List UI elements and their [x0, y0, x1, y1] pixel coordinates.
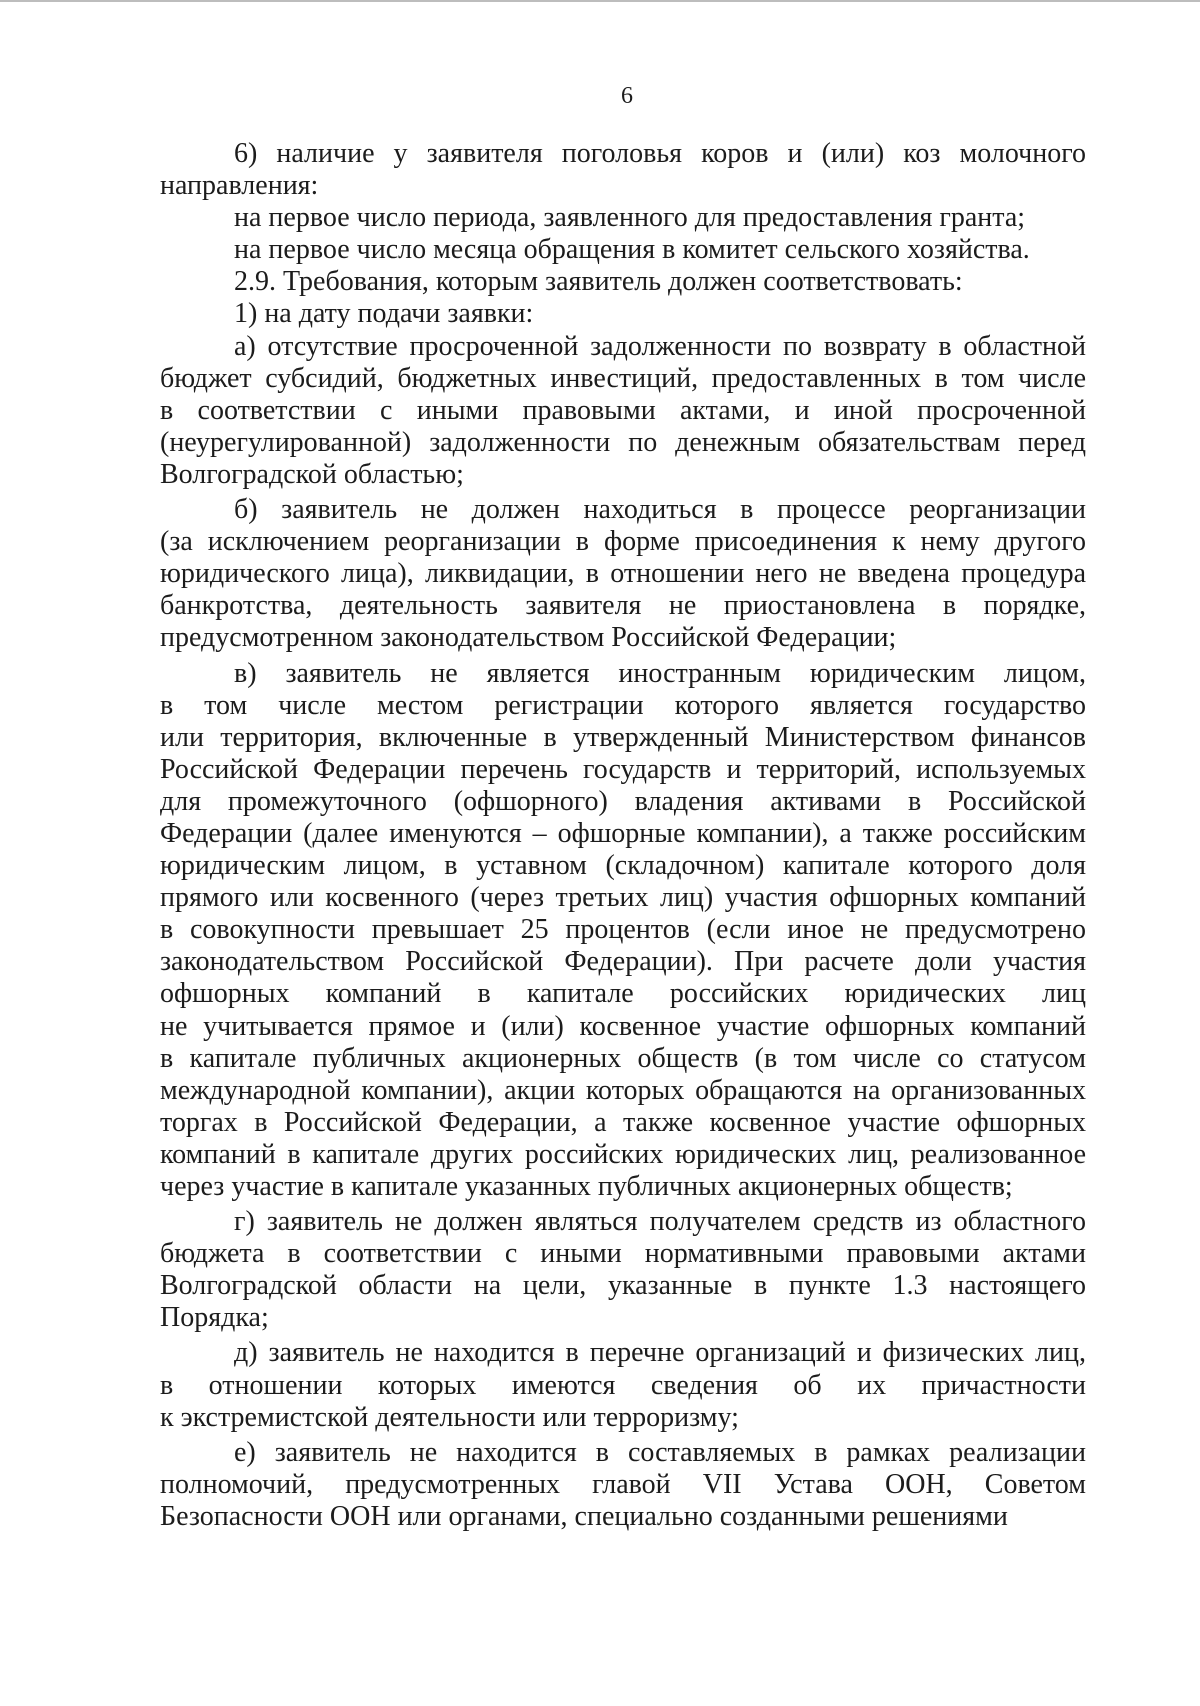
text-line: Российской Федерации перечень государств и территорий, используемых	[160, 753, 1086, 785]
text-line: 2.9. Требования, которым заявитель должен соответствовать:	[234, 266, 963, 298]
text-line: юридическим лицом, в уставном (складочном) капитале которого доля	[160, 850, 1086, 882]
paragraph	[160, 266, 1086, 298]
text-line: в совокупности превышает 25 процентов (если иное не предусмотрено	[160, 914, 1086, 946]
text-line: бюджет субсидий, бюджетных инвестиций, предоставленных в том числе	[160, 362, 1086, 394]
text-line: в соответствии с иными правовыми актами, и иной просроченной	[160, 394, 1086, 426]
text-line: в капитале публичных акционерных обществ (в том числе со статусом	[160, 1042, 1086, 1074]
text-line: Волгоградской областью;	[160, 458, 464, 490]
text-line: (неурегулированной) задолженности по денежным обязательствам перед	[160, 426, 1086, 458]
text-line: юридического лица), ликвидации, в отношении него не введена процедура	[160, 558, 1086, 590]
paragraph	[160, 298, 1086, 330]
text-line: Федерации (далее именуются – офшорные компании), а также российским	[160, 817, 1086, 849]
document-body	[160, 138, 1086, 1533]
text-line: г) заявитель не должен являться получателем средств из областного	[234, 1206, 1086, 1238]
text-line: в том числе местом регистрации которого является государство	[160, 689, 1086, 721]
text-line: компаний в капитале других российских юридических лиц, реализованное	[160, 1138, 1086, 1170]
text-line: или территория, включенные в утвержденный Министерством финансов	[160, 721, 1086, 753]
text-line: офшорных компаний в капитале российских юридических лиц	[160, 978, 1086, 1010]
text-line: предусмотренном законодательством Российской Федерации;	[160, 622, 897, 654]
text-line: прямого или косвенного (через третьих лиц) участия офшорных компаний	[160, 882, 1086, 914]
paragraph	[160, 1437, 1086, 1533]
text-line: 1) на дату подачи заявки:	[234, 298, 534, 330]
text-line: банкротства, деятельность заявителя не приостановлена в порядке,	[160, 590, 1086, 622]
paragraph	[160, 138, 1086, 202]
paragraph	[160, 331, 1086, 491]
text-line: международной компании), акции которых обращаются на организованных	[160, 1074, 1086, 1106]
text-line: в отношении которых имеются сведения об их причастности	[160, 1369, 1086, 1401]
paragraph	[160, 202, 1086, 234]
text-line: торгах в Российской Федерации, а также косвенное участие офшорных	[160, 1106, 1086, 1138]
paragraph	[160, 234, 1086, 266]
paragraph	[160, 658, 1086, 1204]
page-number: 6	[621, 83, 633, 109]
text-line: законодательством Российской Федерации). При расчете доли участия	[160, 946, 1086, 978]
text-line: полномочий, предусмотренных главой VII Устава ООН, Советом	[160, 1468, 1086, 1500]
text-line: в) заявитель не является иностранным юридическим лицом,	[234, 657, 1086, 689]
text-line: 6) наличие у заявителя поголовья коров и (или) коз молочного	[234, 138, 1086, 169]
text-line: д) заявитель не находится в перечне организаций и физических лиц,	[234, 1337, 1086, 1369]
text-line: а) отсутствие просроченной задолженности по возврату в областной	[234, 330, 1086, 362]
text-line: направления:	[160, 170, 319, 202]
paragraph	[160, 1206, 1086, 1334]
text-line: для промежуточного (офшорного) владения активами в Российской	[160, 785, 1086, 817]
text-line: не учитывается прямое и (или) косвенное участие офшорных компаний	[160, 1010, 1086, 1042]
text-line: е) заявитель не находится в составляемых в рамках реализации	[234, 1436, 1086, 1468]
text-line: бюджета в соответствии с иными нормативными правовыми актами	[160, 1238, 1086, 1270]
text-line: через участие в капитале указанных публичных акционерных обществ;	[160, 1171, 1013, 1202]
paragraph	[160, 494, 1086, 654]
text-line: Волгоградской области на цели, указанные в пункте 1.3 настоящего	[160, 1270, 1086, 1302]
text-line: на первое число месяца обращения в комитет сельского хозяйства.	[234, 234, 1030, 266]
text-line: к экстремистской деятельности или терроризму;	[160, 1401, 739, 1433]
text-line: Порядка;	[160, 1302, 269, 1334]
text-line: (за исключением реорганизации в форме присоединения к нему другого	[160, 526, 1086, 558]
scan-top-edge	[0, 0, 1200, 2]
paragraph	[160, 1337, 1086, 1433]
text-line: б) заявитель не должен находиться в процессе реорганизации	[234, 494, 1086, 526]
text-line: Безопасности ООН или органами, специально созданными решениями	[160, 1500, 1008, 1532]
text-line: на первое число периода, заявленного для предоставления гранта;	[234, 202, 1026, 234]
